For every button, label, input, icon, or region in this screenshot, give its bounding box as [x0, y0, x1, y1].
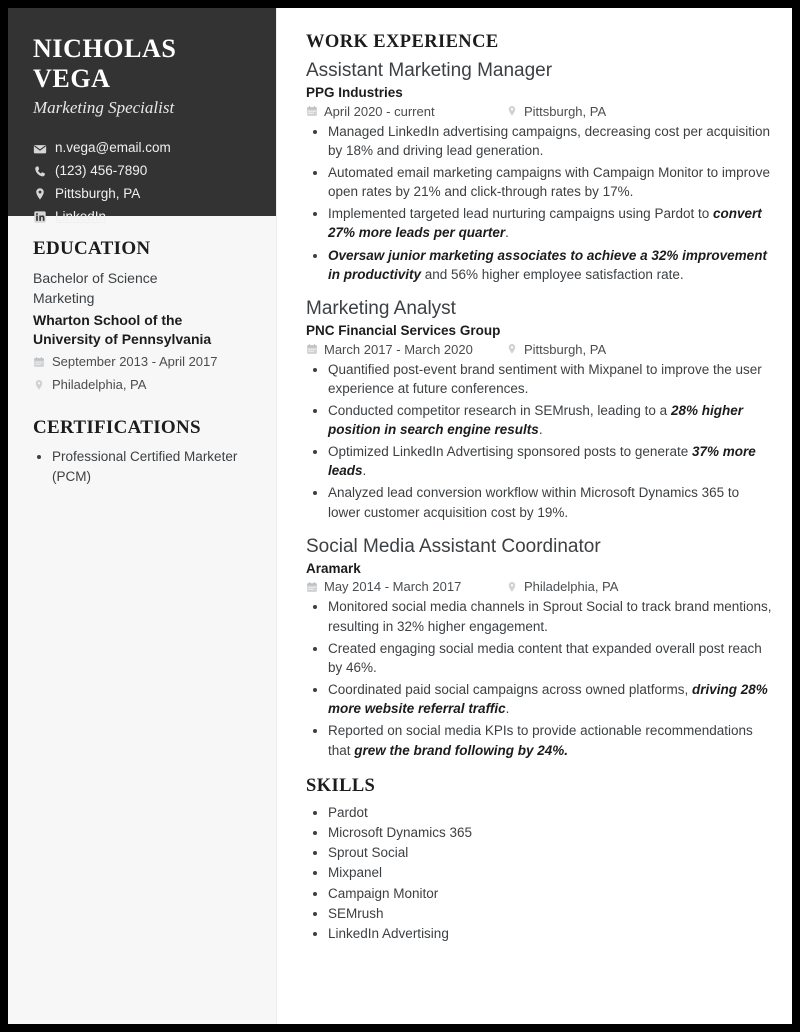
list-item: • Implemented targeted lead nurturing campaigns using Pardot to convert 27% more leads per quarter. — [328, 204, 773, 242]
sidebar — [8, 8, 277, 1024]
map-pin-icon — [506, 105, 518, 117]
job-title: Social Media Assistant Coordinator — [306, 535, 601, 557]
resume-page — [8, 8, 792, 1024]
job-company: PPG Industries — [306, 84, 403, 100]
contact-location — [33, 184, 252, 205]
job-entry — [306, 535, 773, 760]
job-location — [506, 104, 606, 119]
education-location-text: Philadelphia, PA — [52, 376, 147, 392]
education-field: Marketing — [33, 290, 95, 307]
list-item: • Reported on social media KPIs to provide actionable recommendations that grew the brand following by 24%. — [328, 721, 773, 759]
job-company: PNC Financial Services Group — [306, 322, 501, 338]
job-meta — [306, 579, 773, 594]
map-pin-icon — [506, 581, 518, 593]
job-title: Assistant Marketing Manager — [306, 60, 553, 81]
education-heading: EDUCATION — [33, 238, 151, 259]
list-item: • Analyzed lead conversion workflow within Microsoft Dynamics 365 to lower customer acquisition cost by 19%. — [328, 483, 773, 521]
list-item: • Monitored social media channels in Sprout Social to track brand mentions, resulting in 32% higher engagement. — [328, 597, 773, 635]
contact-phone — [33, 161, 252, 182]
list-item: • Pardot — [328, 803, 773, 823]
sidebar-header — [8, 8, 276, 224]
linkedin-icon — [33, 210, 47, 224]
calendar-icon — [306, 343, 318, 355]
phone-icon — [33, 165, 47, 179]
education-section — [33, 238, 252, 395]
list-item: • Managed LinkedIn advertising campaigns, decreasing cost per acquisition by 18% and driving lead generation. — [328, 122, 773, 160]
job-bullet-list — [306, 597, 773, 759]
education-dates-text: September 2013 - April 2017 — [52, 353, 218, 369]
list-item: • Microsoft Dynamics 365 — [328, 823, 773, 843]
job-dates-text: May 2014 - March 2017 — [324, 579, 462, 595]
calendar-icon — [306, 581, 318, 593]
list-item: • Quantified post-event brand sentiment with Mixpanel to improve the user experience at future conferences. — [328, 360, 773, 398]
job-location-text: Philadelphia, PA — [524, 579, 619, 595]
calendar-icon — [306, 105, 318, 117]
job-entry — [306, 59, 773, 284]
list-item: • Campaign Monitor — [328, 884, 773, 904]
main-column — [278, 8, 792, 1024]
list-item: • Professional Certified Marketer (PCM) — [52, 447, 252, 486]
job-meta — [306, 342, 773, 357]
contact-linkedin-text[interactable]: LinkedIn — [55, 208, 107, 224]
list-item: • Created engaging social media content that expanded overall post reach by 46%. — [328, 639, 773, 677]
map-pin-icon — [33, 379, 45, 391]
job-location — [506, 342, 606, 357]
certifications-section — [33, 417, 252, 486]
education-dates — [33, 352, 252, 373]
candidate-name: NICHOLAS VEGA — [33, 34, 177, 93]
list-item: • Mixpanel — [328, 863, 773, 883]
contact-phone-text: (123) 456-7890 — [55, 163, 148, 179]
list-item: • Automated email marketing campaigns with Campaign Monitor to improve open rates by 21% and click-through rates by 17%. — [328, 163, 773, 201]
job-location-text: Pittsburgh, PA — [524, 341, 607, 357]
list-item: • SEMrush — [328, 904, 773, 924]
job-entry — [306, 297, 773, 522]
education-degree: Bachelor of Science — [33, 270, 158, 286]
job-dates — [306, 342, 506, 357]
skills-list — [306, 803, 773, 945]
job-location — [506, 579, 618, 594]
contact-list — [33, 138, 252, 228]
job-bullet-list — [306, 122, 773, 284]
list-item: • Optimized LinkedIn Advertising sponsored posts to generate 37% more leads. — [328, 442, 773, 480]
calendar-icon — [33, 356, 45, 368]
skills-section — [306, 776, 773, 945]
education-location — [33, 375, 252, 396]
job-meta — [306, 104, 773, 119]
job-location-text: Pittsburgh, PA — [524, 103, 607, 119]
contact-email-text: n.vega@email.com — [55, 140, 171, 156]
list-item: • Oversaw junior marketing associates to achieve a 32% improvement in productivity and 56% higher employee satisfaction rate. — [328, 246, 773, 284]
skills-heading: SKILLS — [306, 775, 376, 796]
list-item: • Sprout Social — [328, 843, 773, 863]
map-pin-icon — [33, 187, 47, 201]
contact-email — [33, 138, 252, 159]
list-item: • LinkedIn Advertising — [328, 924, 773, 944]
work-experience-list — [306, 59, 773, 760]
certifications-list — [33, 447, 252, 486]
job-dates — [306, 579, 506, 594]
job-company: Aramark — [306, 560, 361, 576]
job-bullet-list — [306, 360, 773, 522]
education-school: Wharton School of the University of Pennsylvania — [33, 311, 212, 348]
candidate-role: Marketing Specialist — [33, 97, 175, 117]
list-item: • Conducted competitor research in SEMrush, leading to a 28% higher position in search engine results. — [328, 401, 773, 439]
job-dates-text: March 2017 - March 2020 — [324, 341, 473, 357]
job-dates — [306, 104, 506, 119]
envelope-icon — [33, 142, 47, 156]
list-item: • Coordinated paid social campaigns across owned platforms, driving 28% more website referral traffic. — [328, 680, 773, 718]
map-pin-icon — [506, 343, 518, 355]
certifications-heading: CERTIFICATIONS — [33, 417, 201, 439]
job-title: Marketing Analyst — [306, 297, 456, 319]
sidebar-body — [8, 216, 276, 487]
job-dates-text: April 2020 - current — [324, 103, 435, 119]
contact-location-text: Pittsburgh, PA — [55, 186, 141, 202]
work-experience-heading: WORK EXPERIENCE — [306, 32, 499, 52]
